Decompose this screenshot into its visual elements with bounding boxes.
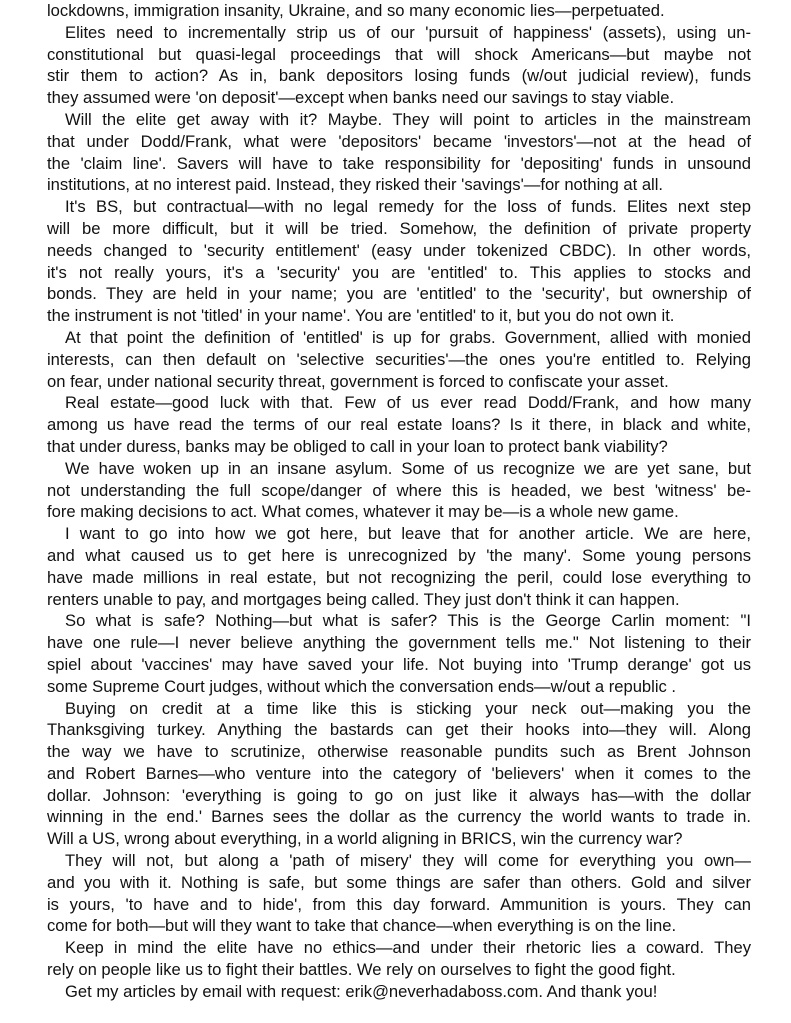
paragraph-line: have made millions in real estate, but not recognizing the peril, could lose everything to — [47, 567, 751, 587]
paragraph-line: spiel about 'vaccines' may have saved your life. Not buying into 'Trump derange' got us — [47, 654, 751, 674]
paragraph-line: and you with it. Nothing is safe, but some things are safer than others. Gold and silver — [47, 872, 751, 892]
paragraph-first-line: Real estate—good luck with that. Few of us ever read Dodd/Frank, and how many — [65, 393, 751, 413]
paragraph-first-line: Keep in mind the elite have no ethics—and under their rhetoric lies a coward. They — [65, 938, 751, 958]
paragraph-first-line: They will not, but along a 'path of misery' they will come for everything you own— — [65, 851, 751, 871]
paragraph-line: fore making decisions to act. What comes, whatever it may be—is a whole new game. — [47, 502, 679, 522]
paragraph-line: stir them to action? As in, bank depositors losing funds (w/out judicial review), funds — [47, 66, 751, 86]
paragraph-first-line: Elites need to incrementally strip us of our 'pursuit of happiness' (assets), using un- — [65, 22, 751, 42]
paragraph-first-line: It's BS, but contractual—with no legal remedy for the loss of funds. Elites next step — [65, 197, 751, 217]
paragraph-line: and Robert Barnes—who venture into the category of 'believers' when it comes to the — [47, 763, 751, 783]
paragraph-line: rely on people like us to fight their battles. We rely on ourselves to fight the good fight. — [47, 960, 676, 980]
paragraph-line: the instrument is not 'titled' in your name'. You are 'entitled' to it, but you do not own it. — [47, 306, 675, 326]
paragraph-line: constitutional but quasi-legal proceedings that will shock Americans—but maybe not — [47, 44, 751, 64]
paragraph-line: the 'claim line'. Savers will have to take responsibility for 'depositing' funds in unsound — [47, 153, 751, 173]
paragraph-line: lockdowns, immigration insanity, Ukraine, and so many economic lies—perpetuated. — [47, 1, 665, 20]
contact-line: Get my articles by email with request: erik@neverhadaboss.com. And thank you! — [65, 981, 658, 1001]
paragraph-line: have one rule—I never believe anything the government tells me." Not listening to their — [47, 633, 751, 653]
paragraph-first-line: We have woken up in an insane asylum. Some of us recognize we are yet sane, but — [65, 458, 751, 478]
paragraph-line: winning in the end.' Barnes sees the dollar as the currency the world wants to trade in. — [47, 807, 751, 827]
paragraph-line: Thanksgiving turkey. Anything the bastards can get their hooks into—they will. Along — [47, 720, 751, 740]
paragraph-line: will be more difficult, but it will be tried. Somehow, the definition of private property — [47, 218, 751, 238]
paragraph-line: the way we have to scrutinize, otherwise reasonable pundits such as Brent Johnson — [47, 742, 751, 762]
paragraph-first-line: Buying on credit at a time like this is sticking your neck out—making you the — [65, 698, 751, 718]
paragraph-line: on fear, under national security threat, government is forced to confiscate your asset. — [47, 371, 669, 391]
paragraph-line: it's not really yours, it's a 'security' you are 'entitled' to. This applies to stocks and — [47, 262, 751, 282]
article-body — [47, 0, 751, 1003]
paragraph-line: some Supreme Court judges, without which the conversation ends—w/out a republic . — [47, 676, 677, 696]
paragraph-first-line: So what is safe? Nothing—but what is safer? This is the George Carlin moment: "I — [65, 611, 751, 631]
paragraph-first-line: I want to go into how we got here, but leave that for another article. We are here, — [65, 524, 751, 544]
paragraph-line: and what caused us to get here is unrecognized by 'the many'. Some young persons — [47, 545, 751, 565]
paragraph-line: interests, can then default on 'selective securities'—the ones you're entitled to. Relying — [47, 349, 751, 369]
paragraph-line: that under Dodd/Frank, what were 'depositors' became 'investors'—not at the head of — [47, 131, 751, 151]
paragraph-first-line: At that point the definition of 'entitled' is up for grabs. Government, allied with monied — [65, 327, 751, 347]
paragraph-line: is yours, 'to have and to hide', from this day forward. Ammunition is yours. They can — [47, 894, 751, 914]
paragraph-line: renters unable to pay, and mortgages being called. They just don't think it can happen. — [47, 589, 680, 609]
paragraph-first-line: Will the elite get away with it? Maybe. They will point to articles in the mainstream — [65, 109, 751, 129]
paragraph-line: that under duress, banks may be obliged to call in your loan to protect bank viability? — [47, 436, 668, 456]
paragraph-line: they assumed were 'on deposit'—except when banks need our savings to stay viable. — [47, 88, 675, 108]
paragraph-line: bonds. They are held in your name; you are 'entitled' to the 'security', but ownership of — [47, 284, 751, 304]
paragraph-line: institutions, at no interest paid. Instead, they risked their 'savings'—for nothing at all. — [47, 175, 664, 195]
paragraph-line: not understanding the full scope/danger of where this is headed, we best 'witness' be- — [47, 480, 751, 500]
paragraph-line: dollar. Johnson: 'everything is going to go on just like it always has—with the dollar — [47, 785, 751, 805]
paragraph-line: needs changed to 'security entitlement' (easy under tokenized CBDC). In other words, — [47, 240, 751, 260]
paragraph-line: come for both—but will they want to take that chance—when everything is on the line. — [47, 916, 677, 936]
paragraph-line: among us have read the terms of our real estate loans? Is it there, in black and white, — [47, 415, 751, 435]
paragraph-line: Will a US, wrong about everything, in a world aligning in BRICS, win the currency war? — [47, 829, 683, 849]
